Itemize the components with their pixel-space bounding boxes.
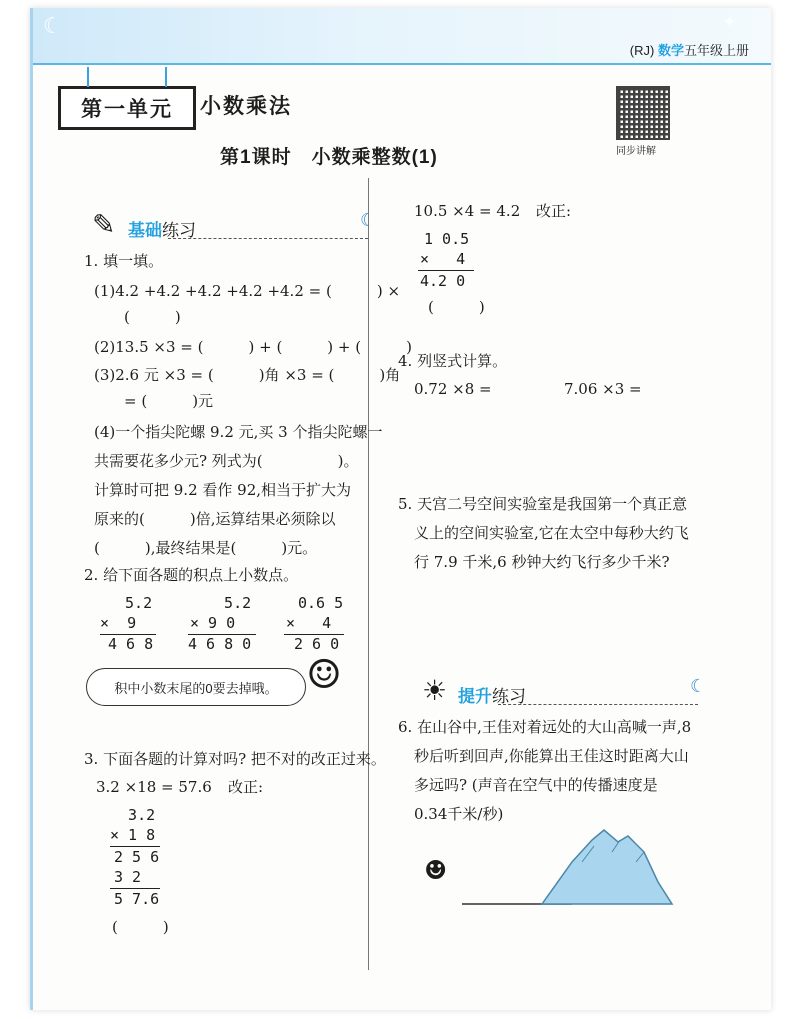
q1-line-4b: 共需要花多少元? 列式为( )。 xyxy=(94,452,359,470)
calc-multiplier: × 9 0 xyxy=(190,614,236,632)
header-divider xyxy=(33,63,771,65)
qr-label: 同步讲解 xyxy=(616,146,656,157)
q1-line-4e: ( ),最终结果是( )元。 xyxy=(94,539,318,557)
q1-line-3b: = ( )元 xyxy=(124,392,214,410)
hanger-line-left xyxy=(87,67,89,87)
q3-title: 3. 下面各题的计算对吗? 把不对的改正过来。 xyxy=(84,750,386,768)
q5-line-2: 义上的空间实验室,它在太空中每秒大约飞 xyxy=(414,524,689,542)
calc-product: 4 6 8 xyxy=(108,635,154,653)
calc-product: 5 7.6 xyxy=(114,890,160,908)
q3-equation-2: 10.5 ×4 = 4.2 xyxy=(414,202,521,220)
pencil-icon: ✎ xyxy=(92,209,116,240)
calc-multiplicand: 0.6 5 xyxy=(298,594,344,612)
calc-rule xyxy=(110,846,160,847)
q4-problem-a: 0.72 ×8 = xyxy=(414,380,492,398)
section-advanced-label-rest: 练习 xyxy=(492,687,526,706)
q1-line-1a: (1)4.2 +4.2 +4.2 +4.2 +4.2 = ( ) × xyxy=(94,282,401,300)
section-rule xyxy=(498,704,698,706)
lesson-title: 第1课时 小数乘整数(1) xyxy=(220,147,438,168)
q1-line-4a: (4)一个指尖陀螺 9.2 元,买 3 个指尖陀螺一 xyxy=(94,423,383,441)
calc-partial-1: 2 5 6 xyxy=(114,848,160,866)
grade-label: 五年级上册 xyxy=(683,43,749,58)
section-basic-label-blue: 基础 xyxy=(128,221,162,240)
star-icon: ✦ xyxy=(723,12,737,31)
moon-cloud-icon: ☾ xyxy=(43,14,63,39)
girl-figure-icon: ☻ xyxy=(424,856,448,886)
section-rule xyxy=(168,238,368,240)
calc-product: 4.2 0 xyxy=(420,272,466,290)
q1-line-4d: 原来的( )倍,运算结果必须除以 xyxy=(94,510,336,528)
calc-multiplicand: 3.2 xyxy=(110,806,156,824)
calc-multiplicand: 5.2 xyxy=(206,594,252,612)
subject-label: 数学 xyxy=(657,43,684,58)
q5-line-1: 5. 天宫二号空间实验室是我国第一个真正意 xyxy=(398,495,688,513)
unit-number: 第一单元 xyxy=(81,98,173,121)
calc-multiplier: × 4 xyxy=(286,614,332,632)
q3-judge-blank-2: ( ) xyxy=(428,298,485,316)
q3-equation-1: 3.2 ×18 = 57.6 xyxy=(96,778,212,796)
edition-code: (RJ) xyxy=(629,43,655,58)
q6-line-2: 秒后听到回声,你能算出王佳这时距离大山 xyxy=(414,747,689,765)
tip-text: 积中小数末尾的0要去掉哦。 xyxy=(114,680,278,696)
q3-judge-blank-1: ( ) xyxy=(112,918,169,936)
q4-problem-b: 7.06 ×3 = xyxy=(564,380,642,398)
calc-multiplier: × 9 xyxy=(100,614,137,632)
calc-rule xyxy=(418,270,474,271)
lightbulb-icon: ☀ xyxy=(422,675,448,706)
q6-line-4: 0.34千米/秒) xyxy=(414,805,504,823)
q5-line-3: 行 7.9 千米,6 秒钟大约飞行多少千米? xyxy=(414,553,670,571)
q1-line-4c: 计算时可把 9.2 看作 92,相当于扩大为 xyxy=(94,481,352,499)
calc-partial-2: 3 2 xyxy=(114,868,142,886)
unit-title: 小数乘法 xyxy=(200,95,292,118)
mountain-illustration xyxy=(422,822,682,912)
q1-line-2: (2)13.5 ×3 = ( ) + ( ) + ( ) xyxy=(94,338,412,356)
qr-code[interactable] xyxy=(616,86,670,140)
moon-icon: ☾ xyxy=(690,676,707,696)
calc-multiplier: × 1 8 xyxy=(110,826,156,844)
smurf-mascot-icon: ☺ xyxy=(306,652,342,698)
hanger-line-right xyxy=(165,67,167,87)
section-basic-label-rest: 练习 xyxy=(162,221,196,240)
tip-speech-bubble xyxy=(86,668,306,706)
section-advanced-practice xyxy=(422,675,707,707)
q1-line-1b: ( ) xyxy=(124,308,181,326)
q6-line-3: 多远吗? (声音在空气中的传播速度是 xyxy=(414,776,658,794)
calc-product: 4 6 8 0 xyxy=(188,635,252,653)
calc-rule xyxy=(110,888,160,889)
q4-title: 4. 列竖式计算。 xyxy=(398,352,508,370)
calc-multiplier: × 4 xyxy=(420,250,466,268)
calc-product: 2 6 0 xyxy=(294,635,340,653)
moon-icon: ☾ xyxy=(360,210,377,230)
q1-title: 1. 填一填。 xyxy=(84,252,164,270)
edition-tag xyxy=(630,40,749,59)
q3-fix-label-2: 改正: xyxy=(536,202,572,220)
section-advanced-label-blue: 提升 xyxy=(458,687,492,706)
q6-line-1: 6. 在山谷中,王佳对着远处的大山高喊一声,8 xyxy=(398,718,692,736)
unit-number-box xyxy=(58,86,196,130)
calc-multiplicand: 1 0.5 xyxy=(424,230,470,248)
q3-fix-label-1: 改正: xyxy=(228,778,264,796)
section-basic-practice xyxy=(92,209,377,241)
q1-line-3a: (3)2.6 元 ×3 = ( )角 ×3 = ( )角 xyxy=(94,366,401,384)
calc-multiplicand: 5.2 xyxy=(116,594,153,612)
q2-title: 2. 给下面各题的积点上小数点。 xyxy=(84,566,299,584)
